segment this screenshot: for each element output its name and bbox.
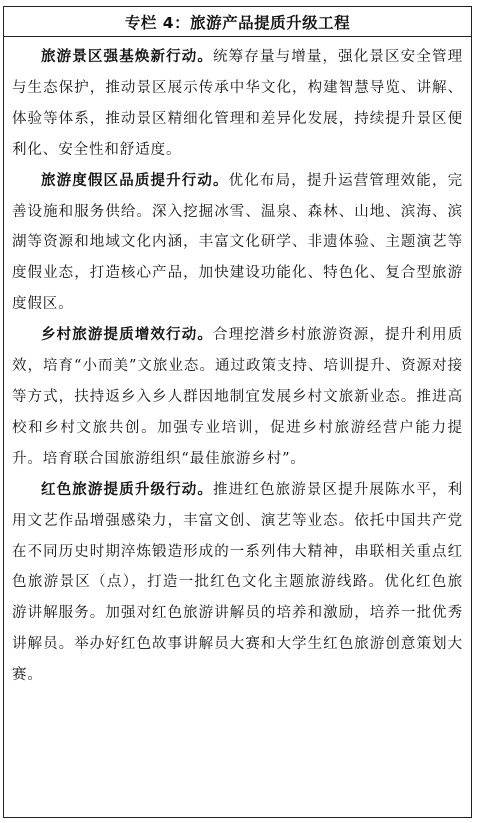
paragraph-scenic-area	[12, 42, 463, 166]
paragraph-text: 优化布局，提升运营管理效能，完善设施和服务供给。深入挖掘冰雪、温泉、森林、山地、滨海、滨湖等资源和地域文化内涵，丰富文化研学、非遗体验、主题演艺等度假业态，打造核心产品，加快建设功能化、特色化、复合型旅游度假区。	[12, 172, 463, 313]
paragraph-text: 合理挖潜乡村旅游资源，提升利用质效，培育“小而美”文旅业态。通过政策支持、培训提升、资源对接等方式，扶持返乡入乡人群因地制宜发展乡村文旅新业态。推进高校和乡村文旅共创。加强专业培训，促进乡村旅游经营户能力提升。培育联合国旅游组织“最佳旅游乡村”。	[12, 327, 463, 467]
paragraph-lead: 红色旅游提质升级行动。	[41, 480, 214, 498]
column-box	[3, 6, 472, 818]
paragraph-lead: 旅游度假区品质提升行动。	[41, 171, 229, 189]
paragraph-text: 统筹存量与增量，强化景区安全管理与生态保护，推动景区展示传承中华文化，构建智慧导览、讲解、体验等体系，推动景区精细化管理和差异化发展，持续提升景区便利化、安全性和舒适度。	[12, 49, 463, 158]
column-body	[4, 37, 471, 691]
paragraph-lead: 旅游景区强基焕新行动。	[41, 48, 214, 65]
paragraph-rural-tourism	[12, 320, 463, 475]
paragraph-text: 推进红色旅游景区提升展陈水平，利用文艺作品增强感染力，丰富文创、演艺等业态。依托中国共产党在不同历史时期淬炼锻造形成的一系列伟大精神，串联相关重点红色旅游景区（点），打造一批红色文化主题旅游线路。优化红色旅游讲解服务。加强对红色旅游讲解员的培养和激励，培养一批优秀讲解员。举办好红色故事讲解员大赛和大学生红色旅游创意策划大赛。	[12, 481, 463, 684]
column-title: 专栏 4：旅游产品提质升级工程	[4, 7, 471, 37]
paragraph-lead: 乡村旅游提质增效行动。	[41, 326, 214, 344]
paragraph-red-tourism	[12, 475, 463, 691]
paragraph-resort	[12, 166, 463, 321]
